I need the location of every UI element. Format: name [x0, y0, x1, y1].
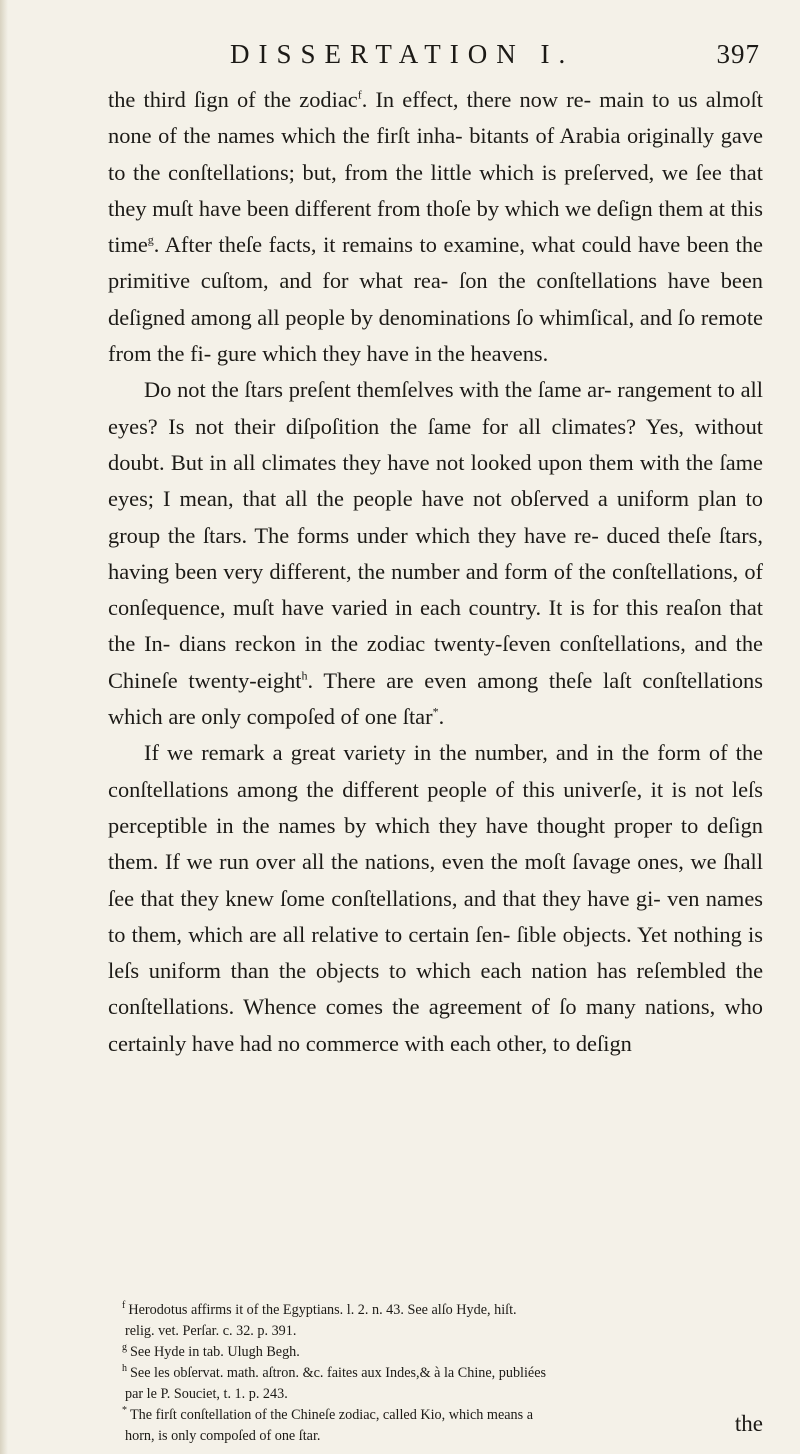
text-line: they have thought proper to deſign them. If we run over — [108, 812, 763, 875]
text-line: to group the ſtars. The forms under which they have re- — [108, 486, 763, 548]
text-line: rangement to all eyes? Is not their diſpoſition the ſame for — [108, 377, 763, 439]
footnote-text: See les obſervat. math. aſtron. &c. faites aux Indes,& à la Chine, publiées — [130, 1365, 547, 1381]
footnote-text: Herodotus affirms it of the Egyptians. l. 2. n. 43. See alſo Hyde, hiſt. — [128, 1302, 517, 1318]
text-line: all climates? Yes, without doubt. But in all climates — [108, 413, 763, 475]
text-line: Whence comes the agreement of ſo many nations, who — [243, 994, 764, 1020]
text-line: gure which they have in the heavens. — [216, 341, 549, 367]
page-number: 397 — [716, 39, 760, 69]
text-line: have been different from thoſe by which we deſign them at — [198, 195, 725, 221]
text-line: certainly have had no commerce with each other, to deſign — [108, 1030, 632, 1056]
text-line: could have been the primitive cuſtom, and for what rea- — [108, 232, 763, 294]
text-line: this time — [108, 195, 763, 258]
footnote-mark: * — [122, 1405, 127, 1417]
text-line: the third ſign of the zodiac — [108, 87, 358, 112]
footnote-line — [108, 1384, 763, 1405]
footnote-line — [108, 1405, 763, 1426]
footnote-mark: f — [122, 1300, 126, 1312]
text-line: form of the conſtellations among the different people of — [108, 740, 763, 802]
main-text — [108, 82, 763, 1062]
footnote-ref-g: g — [147, 232, 154, 247]
text-line: mean, that all the people have not obſerved a uniform plan — [179, 486, 737, 512]
page-header — [230, 34, 760, 74]
footnote-text: horn, is only compoſed of one ſtar. — [125, 1428, 321, 1444]
text-line: main to us almoſt none of the names which the firſt inha- — [108, 87, 764, 149]
footnote-ref-star: * — [432, 704, 439, 719]
text-line: Do not the ſtars preſent themſelves with the ſame ar- — [144, 377, 612, 403]
text-line: laſt conſtellations which are only compoſed of one ſtar — [108, 667, 763, 730]
text-line: that they knew ſome conſtellations, and that they have gi- — [140, 885, 661, 911]
text-line: the Chineſe twenty-eight — [108, 631, 763, 693]
text-line: they have not looked upon them with the ſame eyes; I — [108, 449, 763, 512]
text-line: by denominations ſo whimſical, and ſo remote from the fi- — [108, 304, 763, 367]
footnote-mark: h — [122, 1363, 127, 1375]
text-line: There are even among theſe — [323, 667, 593, 693]
text-line: ven names to them, which are all relative to certain ſen- — [108, 885, 763, 947]
text-line: all the nations, even the moſt ſavage ones, we ſhall ſee — [108, 849, 763, 911]
footnote-line — [108, 1426, 763, 1447]
footnote-ref-f: f — [357, 87, 362, 102]
footnote-text: par le P. Souciet, t. 1. p. 243. — [125, 1386, 288, 1402]
footnote-line — [108, 1342, 763, 1363]
text-line: varied in each country. It is for this reaſon that the In- — [108, 595, 763, 657]
footnote-text: relig. vet. Perſar. c. 32. p. 391. — [125, 1323, 297, 1339]
text-line: this univerſe, it is not leſs perceptible in the names by which — [108, 776, 763, 838]
text-line: If we remark a great variety in the number, and in the — [144, 740, 650, 766]
footnote-line — [108, 1321, 763, 1342]
text-line: to which each nation has reſembled the conſtellations. — [108, 958, 764, 1020]
footnote-line — [108, 1300, 763, 1321]
text-line: ſon the conſtellations have been deſigned among all people — [108, 268, 763, 330]
footnotes — [108, 1300, 763, 1447]
text-line: dians reckon in the zodiac twenty-ſeven conſtellations, and — [178, 631, 727, 657]
page-edge-shadow — [0, 0, 8, 1454]
footnote-text: The firſt conſtellation of the Chineſe zodiac, called Kio, which means a — [130, 1407, 534, 1423]
footnote-ref-h: h — [301, 668, 308, 683]
paragraph-3 — [108, 735, 763, 1062]
text-line: ſible objects. Yet nothing is leſs uniform than the objects — [108, 921, 763, 984]
paragraph-2: Do not the ſtars preſent themſelves with the ſame ar- rangement to all eyes? Is not their diſpoſition the ſame for all climates? Yes, without doubt. But in all climates they have not looked upon them with the ſame eyes; I mean, that all the people have not obſerved a uniform plan to group the ſtars. The forms under which they have re- duced theſe ſtars, having been very different, the number and form of the conſtellations, of conſequence, muſt have varied in each country. It is for this reaſon that the In- dians reckon in the zodiac twenty-ſeven conſtellations, and the Chineſe twenty-eight$^h$. There are even among theſe laſt conſtellations which are only compoſed of one ſtar*. — [108, 377, 763, 730]
footnote-line — [108, 1363, 763, 1384]
text-line: from the little which is preſerved, we ſee that they muſt — [108, 159, 763, 221]
running-title: DISSERTATION I. — [230, 39, 575, 69]
paragraph-1: the third ſign of the zodiac$^f$. In effect, there now re- main to us almoſt none of the names which the firſt inha- bitants of Arabia originally gave to the conſtellations; but, from the little which is preſerved, we ſee that they muſt have been different from thoſe by which we deſign them at this time$^g$. After theſe facts, it remains to examine, what could have been the primitive cuſtom, and for what rea- ſon the conſtellations have been deſigned among all people by denominations ſo whimſical, and ſo remote from the fi- gure which they have in the heavens. — [108, 87, 764, 367]
footnote-text: See Hyde in tab. Ulugh Begh. — [130, 1344, 300, 1360]
text-line: and form of the conſtellations, of conſequence, muſt have — [108, 558, 763, 621]
footnote-mark: g — [122, 1342, 127, 1354]
catchword: the — [734, 1411, 763, 1436]
text-line: bitants of Arabia originally gave to the conſtellations; but, — [108, 123, 763, 185]
text-line: In effect, there now re- — [375, 87, 592, 112]
text-line: After theſe facts, it remains to examine, what — [164, 232, 576, 258]
text-line: duced theſe ſtars, having been very different, the number — [108, 522, 763, 584]
